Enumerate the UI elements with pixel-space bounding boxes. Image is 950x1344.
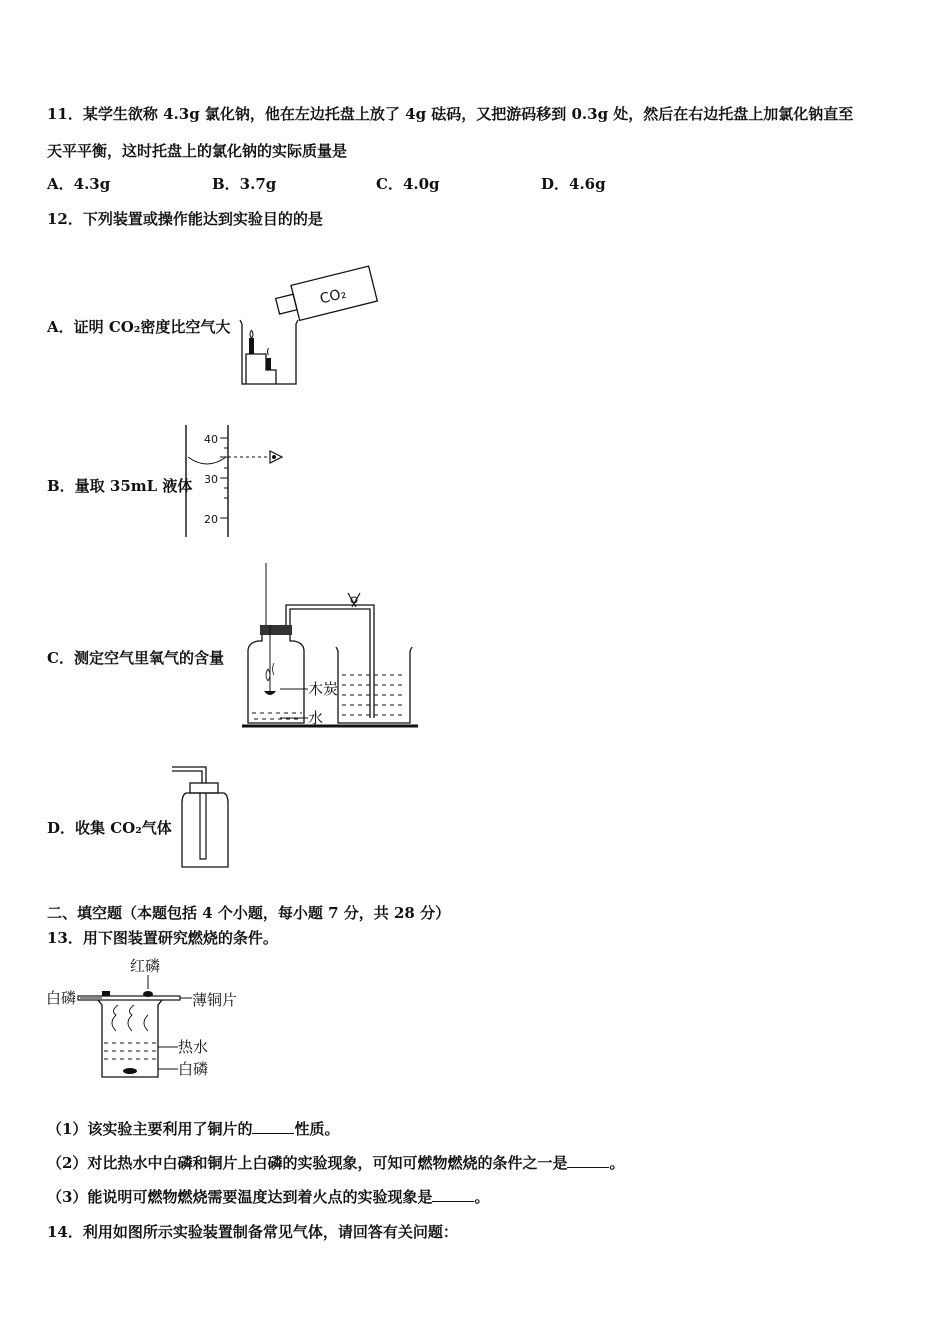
figure-13-label-hot-water: 热水: [178, 1038, 209, 1056]
figure-c-label-charcoal: 木炭: [308, 680, 339, 698]
q13-stem: 13．用下图装置研究燃烧的条件。: [47, 929, 278, 947]
figure-d-gas-bottle: [168, 763, 238, 873]
q11-line2: 天平平衡，这时托盘上的氯化钠的实际质量是: [47, 142, 348, 160]
figure-13-label-copper-sheet: 薄铜片: [192, 991, 238, 1009]
figure-a-bottle-label: CO₂: [318, 285, 348, 308]
answer-blank-1[interactable]: [252, 1118, 294, 1134]
figure-b-tick-30: 30: [204, 473, 218, 486]
answer-blank-3[interactable]: [432, 1186, 474, 1202]
q13-sub2-text: （2）对比热水中白磷和铜片上白磷的实验现象，可知可燃物燃烧的条件之一是: [47, 1154, 568, 1172]
q13-sub2-end: 。: [609, 1154, 625, 1172]
q13-sub3-text: （3）能说明可燃物燃烧需要温度达到着火点的实验现象是: [47, 1188, 433, 1206]
q12-option-c: C．测定空气里氧气的含量: [47, 649, 224, 667]
q11-option-b: B．3.7g: [212, 175, 277, 193]
figure-13-label-white-phosphorus-top: 白磷: [46, 989, 77, 1007]
figure-b-tick-40: 40: [204, 433, 218, 446]
q14-stem: 14．利用如图所示实验装置制备常见气体，请回答有关问题：: [47, 1223, 458, 1241]
figure-a-co2-beaker: [236, 258, 386, 388]
figure-13-combustion: [44, 955, 254, 1085]
figure-b-graduated-cylinder: [182, 425, 292, 540]
q12-option-b: B．量取 35mL 液体: [47, 477, 193, 495]
q13-sub1: [47, 1118, 339, 1139]
q12-option-d: D．收集 CO₂气体: [47, 819, 172, 837]
q12-option-a: A．证明 CO₂密度比空气大: [47, 318, 231, 336]
q12-stem: 12．下列装置或操作能达到实验目的的是: [47, 210, 323, 228]
section-2-heading: 二、填空题（本题包括 4 个小题，每小题 7 分，共 28 分）: [47, 904, 451, 922]
q11-line1: 11．某学生欲称 4.3g 氯化钠，他在左边托盘上放了 4g 砝码，又把游码移到 0.3g 处，然后在右边托盘上加氯化钠直至: [47, 105, 854, 123]
figure-c-oxygen-apparatus: [240, 563, 425, 733]
q11-option-a: A．4.3g: [47, 175, 111, 193]
q13-sub1-end: 性质。: [294, 1120, 340, 1138]
figure-c-label-water: 水: [308, 709, 324, 727]
q11-option-c: C．4.0g: [376, 175, 440, 193]
q11-option-d: D．4.6g: [541, 175, 606, 193]
answer-blank-2[interactable]: [567, 1152, 609, 1168]
q13-sub3: [47, 1186, 489, 1207]
figure-b-tick-20: 20: [204, 513, 218, 526]
q13-sub2: [47, 1152, 624, 1173]
figure-13-label-white-phosphorus-bottom: 白磷: [178, 1060, 209, 1078]
figure-13-label-red-phosphorus: 红磷: [130, 957, 161, 975]
q13-sub3-end: 。: [474, 1188, 490, 1206]
q13-sub1-text: （1）该实验主要利用了铜片的: [47, 1120, 253, 1138]
